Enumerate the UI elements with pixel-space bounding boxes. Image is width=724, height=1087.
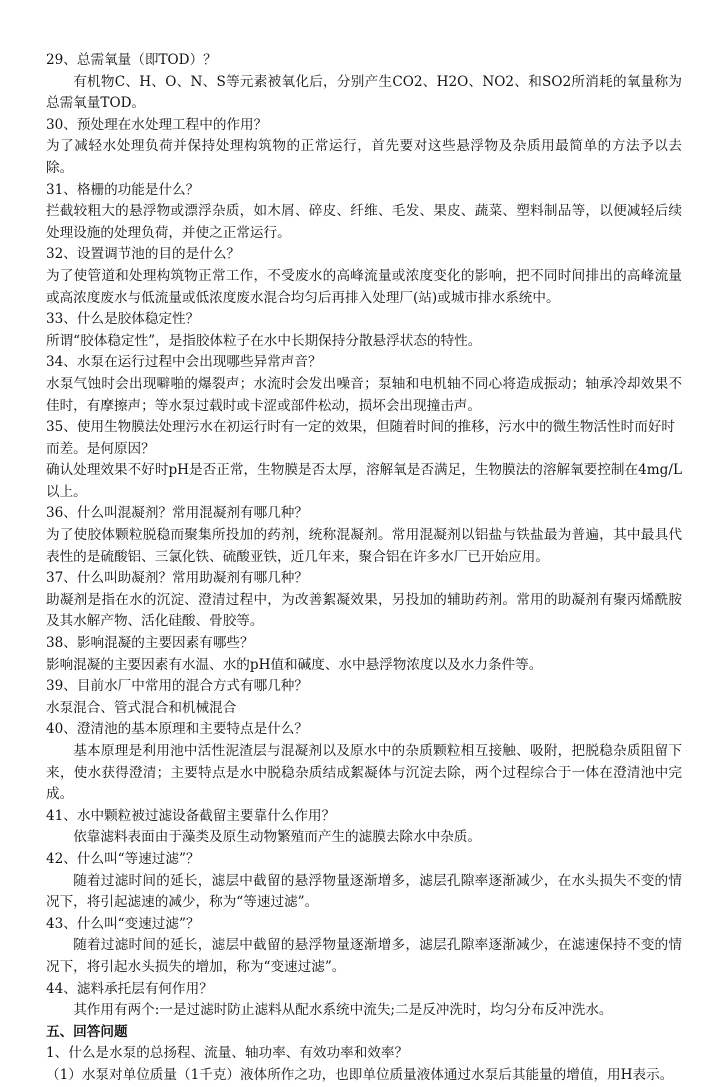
question-item: 36、什么叫混凝剂？常用混凝剂有哪几种？ (46, 505, 308, 522)
answer-item: 其作用有两个:一是过滤时防止滤料从配水系统中流失;二是反冲洗时，均匀分布反冲洗水。 (73, 1002, 613, 1019)
answer-item: 为了使管道和处理构筑物正常工作，不受废水的高峰流量或浓度变化的影响，把不同时间排出的高峰流量或高浓度废水与低流量或低浓度废水混合均匀后再排入处理厂(站)或城市排水系统中。 (46, 267, 682, 306)
section-heading: 五、回答问题 (46, 1023, 128, 1040)
answer-item: 水泵气蚀时会出现噼啪的爆裂声；水流时会发出噪音；泵轴和电机轴不同心将造成振动；轴承冷却效果不佳时，有摩擦声；等水泵过载时或卡涩或部件松动，损坏会出现撞击声。 (46, 375, 682, 414)
question-item: 41、水中颗粒被过滤设备截留主要靠什么作用？ (46, 807, 336, 824)
question-item: 39、目前水厂中常用的混合方式有哪几种？ (46, 678, 308, 695)
answer-item: 为了减轻水处理负荷并保持处理构筑物的正常运行，首先要对这些悬浮物及杂质用最简单的方法予以去除。 (46, 138, 682, 176)
answer-item: 基本原理是利用池中活性泥渣层与混凝剂以及原水中的杂质颗粒相互接触、吸附，把脱稳杂质阻留下来，使水获得澄清；主要特点是水中脱稳杂质结成絮凝体与沉淀去除，两个过程综合于一体在澄清池中完成。 (46, 743, 682, 803)
question-item: 31、格栅的功能是什么？ (46, 181, 200, 198)
answer-item: 随着过滤时间的延长，滤层中截留的悬浮物量逐渐增多，滤层孔隙率逐渐减少，在滤速保持不变的情况下，将引起水头损失的增加，称为“变速过滤”。 (46, 937, 682, 975)
answer-item: 为了使胶体颗粒脱稳而聚集所投加的药剂，统称混凝剂。常用混凝剂以铝盐与铁盐最为普遍，其中最具代表性的是硫酸铝、三氯化铁、硫酸亚铁，近几年来，聚合铝在许多水厂已开始应用。 (46, 527, 682, 565)
answer-item: 水泵混合、管式混合和机械混合 (46, 699, 237, 716)
final-answer: （1）水泵对单位质量（1千克）液体所作之功，也即单位质量液体通过水泵后其能量的增值，用H表示。 (46, 1066, 674, 1083)
question-item: 30、预处理在水处理工程中的作用？ (46, 116, 268, 133)
answer-item: 依靠滤料表面由于藻类及原生动物繁殖而产生的滤膜去除水中杂质。 (73, 829, 481, 846)
answer-item: 有机物C、H、O、N、S等元素被氧化后，分别产生CO2、H2O、NO2、和SO2所消耗的氧量称为总需氧量TOD。 (46, 73, 682, 112)
question-item: 34、水泵在运行过程中会出现哪些异常声音？ (46, 354, 322, 371)
answer-item: 随着过滤时间的延长，滤层中截留的悬浮物量逐渐增多，滤层孔隙率逐渐减少，在水头损失不变的情况下，将引起滤速的减少，称为“等速过滤”。 (46, 872, 682, 911)
question-item: 32、设置调节池的目的是什么？ (46, 246, 241, 263)
answer-item: 拦截较粗大的悬浮物或漂浮杂质，如木屑、碎皮、纤维、毛发、果皮、蔬菜、塑料制品等，以便减轻后续处理设施的处理负荷，并使之正常运行。 (46, 203, 682, 241)
final-question: 1、什么是水泵的总扬程、流量、轴功率、有效功率和效率？ (46, 1045, 409, 1062)
answer-item: 助凝剂是指在水的沉淀、澄清过程中，为改善絮凝效果，另投加的辅助药剂。常用的助凝剂有聚丙烯酰胺及其水解产物、活化硅酸、骨胶等。 (46, 591, 682, 630)
document-page (46, 50, 682, 1087)
question-item: 33、什么是胶体稳定性？ (46, 311, 200, 328)
qa-list (46, 50, 682, 1022)
question-item: 29、总需氧量（即TOD）？ (46, 52, 217, 68)
question-item: 42、什么叫“等速过滤”？ (46, 850, 200, 867)
question-item: 37、什么叫助凝剂？常用助凝剂有哪几种？ (46, 570, 308, 587)
answer-item: 影响混凝的主要因素有水温、水的pH值和碱度、水中悬浮物浓度以及水力条件等。 (46, 656, 543, 673)
answer-item: 确认处理效果不好时pH是否正常，生物膜是否太厚，溶解氧是否满足，生物膜法的溶解氧要控制在4mg/L以上。 (46, 462, 682, 500)
question-item: 43、什么叫“变速过滤”？ (46, 915, 200, 932)
answer-item: 所谓“胶体稳定性”，是指胶体粒子在水中长期保持分散悬浮状态的特性。 (46, 332, 482, 349)
question-item: 35、使用生物膜法处理污水在初运行时有一定的效果，但随着时间的推移，污水中的微生物活性时而好时而差。是何原因？ (46, 419, 676, 457)
question-item: 40、澄清池的基本原理和主要特点是什么？ (46, 721, 308, 738)
question-item: 44、滤料承托层有何作用？ (46, 980, 213, 997)
question-item: 38、影响混凝的主要因素有哪些？ (46, 635, 254, 652)
